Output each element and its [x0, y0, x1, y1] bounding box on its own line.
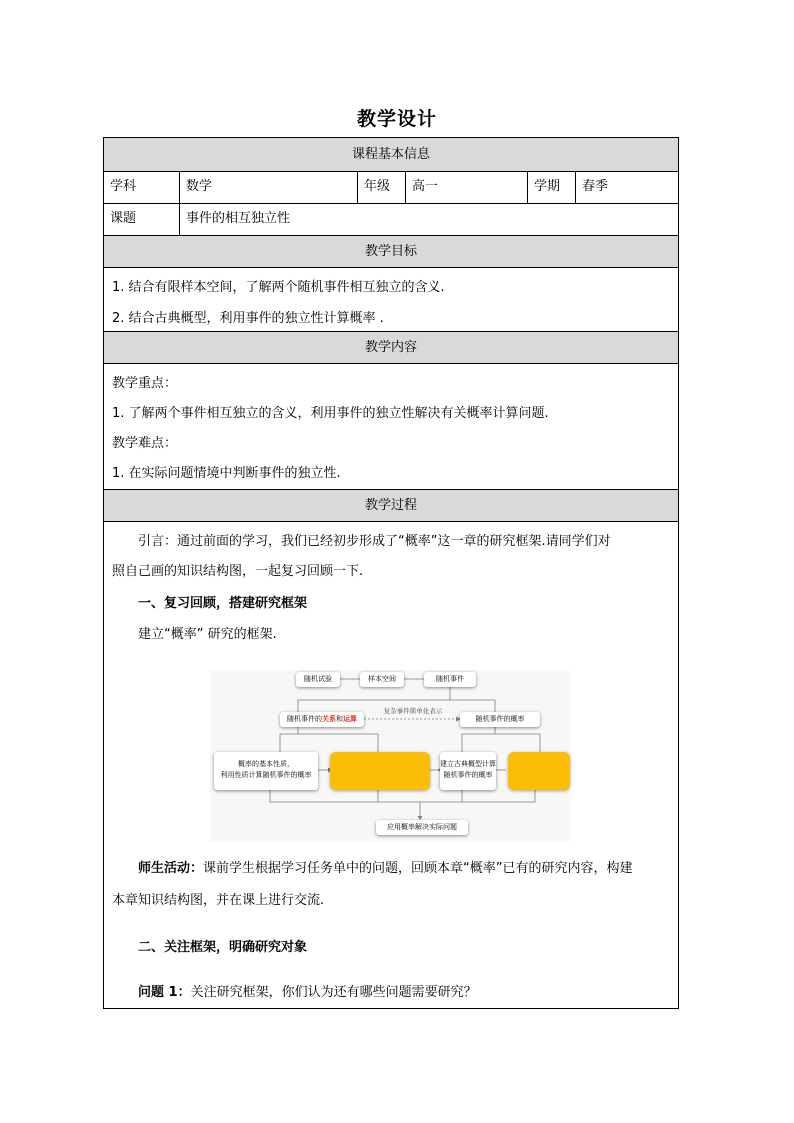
section-1-text: 建立“概率” 研究的框架. — [138, 627, 277, 642]
node-relation-prefix: 随机事件的 — [287, 715, 322, 723]
key-points-label: 教学重点： — [112, 376, 178, 391]
question-1-label: 问题 1： — [138, 985, 191, 1000]
node-event-relations — [280, 712, 364, 727]
grade-value: 高一 — [406, 172, 528, 203]
objective-item-2: 2. 结合古典概型，利用事件的独立性计算概率 . — [112, 311, 384, 326]
activity-text-1: 课前学生根据学习任务单中的问题，回顾本章“概率”已有的研究内容，构建 — [203, 861, 633, 876]
activity-line-1 — [138, 857, 633, 876]
node-random-event: 随机事件 — [424, 672, 476, 687]
lesson-plan-table — [103, 137, 679, 1009]
node-relation-emphasis-1: 关系 — [322, 715, 336, 723]
section-2-title: 二、关注框架，明确研究对象 — [138, 940, 308, 955]
node-classic-line-2: 随机事件的概率 — [443, 771, 493, 779]
activity-line-2: 本章知识结构图，并在课上进行交流. — [112, 893, 325, 908]
subject-label: 学科 — [104, 172, 180, 203]
node-relation-emphasis-2: 运算 — [343, 715, 357, 723]
objectives-header: 教学目标 — [104, 236, 678, 268]
content-body — [104, 364, 678, 490]
basic-info-header: 课程基本信息 — [104, 138, 678, 172]
subject-value: 数学 — [180, 172, 358, 203]
node-probability-properties — [214, 752, 318, 790]
node-props-line-1: 概率的基本性质， — [238, 760, 294, 768]
topic-row — [104, 204, 678, 236]
node-relation-and: 和 — [336, 715, 343, 723]
key-point-item: 1. 了解两个事件相互独立的含义，利用事件的独立性解决有关概率计算问题. — [112, 406, 549, 421]
node-random-trial: 随机试验 — [296, 672, 340, 687]
arrow-note: 复杂事件简单化表示 — [383, 707, 443, 715]
content-header: 教学内容 — [104, 332, 678, 364]
process-body — [104, 522, 678, 1008]
process-header: 教学过程 — [104, 490, 678, 522]
objectives-body — [104, 268, 678, 332]
term-label: 学期 — [528, 172, 576, 203]
objective-item-1: 1. 结合有限样本空间，了解两个随机事件相互独立的含义. — [112, 280, 445, 295]
basic-info-row — [104, 172, 678, 204]
question-1-text: 关注研究框架，你们认为还有哪些问题需要研究？ — [190, 985, 477, 1000]
topic-value: 事件的相互独立性 — [186, 211, 291, 226]
node-apply-probability: 应用概率解决实际问题 — [376, 820, 468, 835]
difficulty-item: 1. 在实际问题情境中判断事件的独立性. — [112, 466, 341, 481]
probability-framework-diagram — [210, 670, 570, 842]
topic-label: 课题 — [104, 204, 180, 235]
intro-line-1: 引言：通过前面的学习，我们已经初步形成了“概率”这一章的研究框架.请同学们对 — [138, 534, 611, 549]
node-sample-space: 样本空间 — [360, 672, 404, 687]
difficulty-label: 教学难点： — [112, 436, 178, 451]
activity-label: 师生活动： — [138, 861, 204, 876]
section-1-title: 一、复习回顾，搭建研究框架 — [138, 596, 308, 611]
node-classic-line-1: 建立古典概型计算 — [440, 760, 496, 768]
grade-label: 年级 — [358, 172, 406, 203]
highlight-box-right — [508, 752, 570, 790]
document-title: 教学设计 — [356, 108, 437, 130]
question-1 — [138, 981, 477, 1000]
term-value: 春季 — [582, 179, 609, 194]
intro-line-2: 照自己画的知识结构图，一起复习回顾一下. — [112, 564, 364, 579]
node-classical-model — [440, 752, 496, 790]
highlight-box-left — [330, 752, 430, 790]
node-event-probability: 随机事件的概率 — [460, 712, 540, 727]
node-props-line-2: 利用性质计算随机事件的概率 — [220, 771, 312, 779]
